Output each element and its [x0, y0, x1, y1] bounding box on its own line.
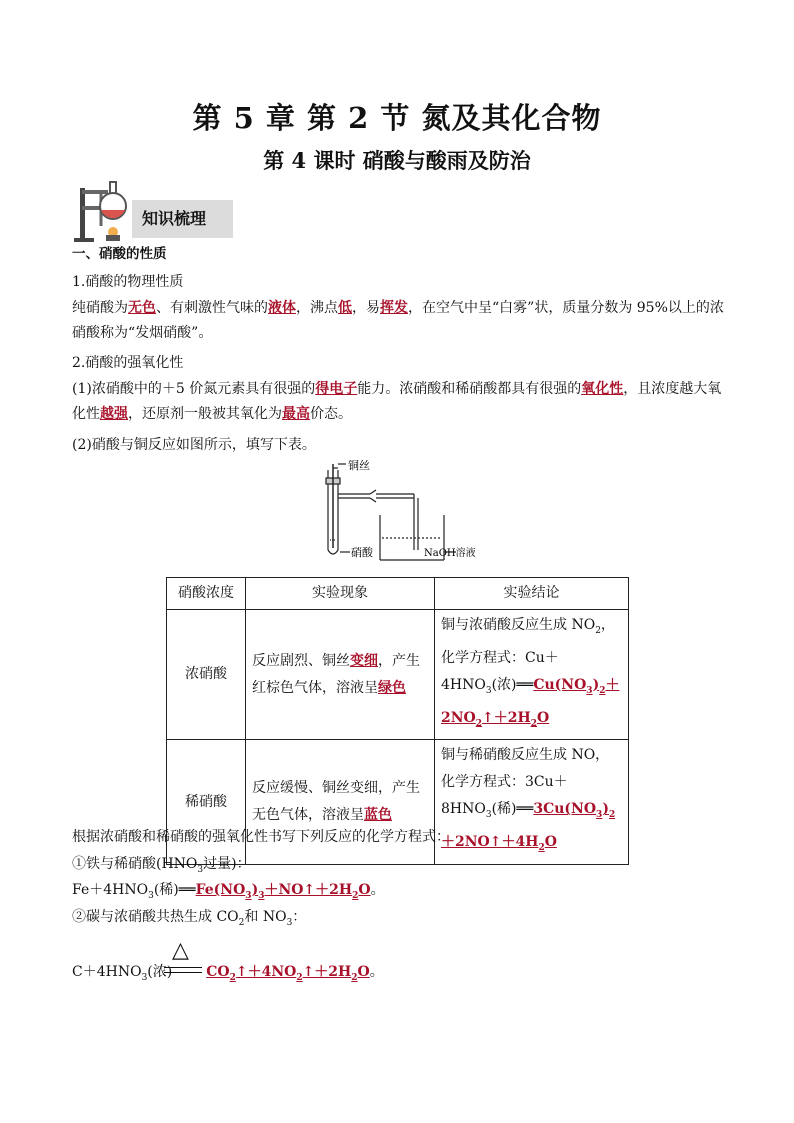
header-concentration: 硝酸浓度 — [167, 578, 246, 610]
question-1-equation: $Fe+4HNO_3$(稀)$══Fe(NO_3)_3+NO↑+2H_2O$。 — [72, 882, 385, 901]
header-conclusion: 实验结论 — [435, 578, 629, 610]
page-title: 第 5 章 第 2 节 氮及其化合物 — [192, 101, 602, 135]
subheading-physical: 1.硝酸的物理性质 — [72, 274, 184, 290]
question-2-label: ②碳与浓硝酸共热生成 $CO_2$和 $NO_3$： — [72, 909, 307, 928]
paragraph-oxidizing: (1)浓硝酸中的＋5 价氮元素具有很强的得电子能力。浓硝酸和稀硝酸都具有很强的氧化性，且浓度越大氧 化性越强，还原剂一般被其氧化为最高价态。 — [72, 381, 722, 422]
paragraph-instruction: (2)硝酸与铜反应如图所示，填写下表。 — [72, 437, 316, 453]
reaction-table — [166, 577, 629, 865]
cell-phenomenon: 反应剧烈、铜丝变细，产生红棕色气体，溶液呈绿色 — [246, 610, 435, 740]
subheading-oxidizing: 2.硝酸的强氧化性 — [72, 355, 184, 371]
cell-phenomenon: 反应缓慢、铜丝变细，产生无色气体，溶液呈蓝色 — [246, 740, 435, 865]
cell-conclusion: 铜与稀硝酸反应生成 NO，化学方程式：$3Cu+8HNO_3$(稀)$══3Cu(NO_3)_2+2NO↑+4H_2O$ — [435, 740, 629, 865]
question-2-equation: $C+4HNO_3$(浓) $CO_2↑+4NO_2↑+2H_2O$。 — [72, 964, 384, 983]
cell-concentration: 浓硝酸 — [167, 610, 246, 740]
delta-symbol: △ — [172, 938, 189, 963]
figure-label-naoh: NaOH溶液 — [424, 548, 476, 559]
question-1-label: ①铁与稀硝酸($HNO_3$过量)： — [72, 856, 251, 875]
page-subtitle: 第 4 课时 硝酸与酸雨及防治 — [263, 148, 531, 173]
cell-conclusion: 铜与浓硝酸反应生成 $NO_2$，化学方程式：$Cu+4HNO_3$(浓)$══Cu(NO_3)_2+2NO_2↑+2H_2O$ — [435, 610, 629, 740]
figure-label-wire: 铜丝 — [348, 460, 370, 472]
lab-apparatus-icon — [72, 180, 134, 244]
section-badge: 知识梳理 — [132, 200, 233, 238]
table-header-row — [167, 578, 629, 610]
paragraph-physical: 纯硝酸为无色、有刺激性气味的液体，沸点低，易挥发，在空气中呈“白雾”状，质量分数为 95%以上的浓 硝酸称为“发烟硝酸”。 — [72, 300, 724, 341]
figure-label-acid: 硝酸 — [351, 546, 373, 559]
paragraph-equations: 根据浓硝酸和稀硝酸的强氧化性书写下列反应的化学方程式： — [72, 829, 450, 845]
cell-concentration: 稀硝酸 — [167, 740, 246, 865]
apparatus-figure — [310, 460, 490, 570]
header-phenomenon: 实验现象 — [246, 578, 435, 610]
table-row — [167, 610, 629, 740]
section-heading: 一、硝酸的性质 — [72, 246, 167, 262]
